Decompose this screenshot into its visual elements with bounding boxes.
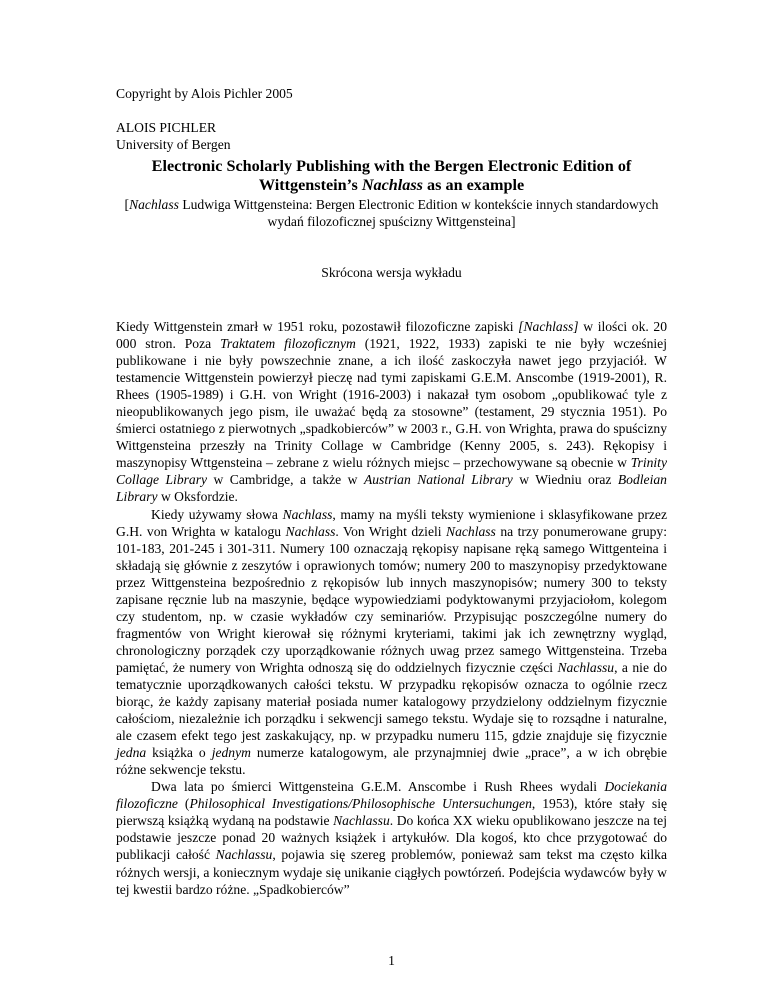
text-run: książka o	[146, 745, 212, 761]
italic-text-run: Bodleian Library	[116, 472, 667, 505]
document-header	[116, 85, 293, 153]
copyright-line: Copyright by Alois Pichler 2005	[116, 86, 293, 101]
text-run: w Wiedniu oraz	[512, 472, 618, 488]
page-number: 1	[388, 953, 395, 968]
italic-text-run: Nachlassu	[557, 659, 615, 675]
italic-text-run: Traktatem filozoficznym	[220, 336, 356, 352]
document-title	[116, 157, 667, 194]
text-run: , 1953), które stały się pierwszą książką wydaną na podstawie	[116, 796, 668, 829]
italic-text-run: Nachlass	[282, 506, 333, 522]
text-run: . Do końca XX wieku opublikowano jeszcze na tej podstawie jeszcze ponad 20 ważnych książek i artykułów. Dla kogoś, kto chce przygotować do publikacji całość	[116, 813, 667, 863]
text-run: , pojawia się szereg problemów, ponieważ sam tekst ma często kilka różnych wersji, a koniecznym wydaje się unikanie ciągłych powtórzeń. Podejścia wydawców były w tej kwestii bardzo różne. „Spadkobierców”	[116, 847, 667, 897]
italic-text-run: [Nachlass]	[518, 319, 579, 334]
text-run: na trzy ponumerowane grupy: 101-183, 201-245 i 301-311. Numery 100 oznaczają rękopisy napisane ręką samego Wittgenteina i składają się głównie z zeszytów i oprawionych tomów; numery 200 to maszynopisy przedyktowane przez Wittgensteina bezpośrednio z rękopisów lub innych maszynopisów; numery 300 to teksty zapisane ręcznie lub na maszynie, będące wypowiedziami podyktowanymi przyjaciołom, kolegom czy studentom, np. w czasie wykładów czy seminariów. Przypisując poszczególne numery do fragmentów von Wright kierował się różnymi kryteriami, takimi jak ich zewnętrzny wygląd, chronologiczny porządek czy uporządkowanie różnych uwag przez samego Wittgensteina. Trzeba pamiętać, że numery von Wrighta odnoszą się do oddzielnych fizycznie części	[116, 523, 667, 675]
author-affiliation: University of Bergen	[116, 137, 231, 152]
text-run: w Oksfordzie.	[157, 489, 238, 505]
italic-text-run: Dociekania filozoficzne	[116, 779, 667, 812]
italic-text-run: jednym	[211, 745, 251, 761]
italic-text-run: Nachlass	[446, 523, 496, 539]
text-run: Dwa lata po śmierci Wittgensteina G.E.M. Anscombe i Rush Rhees wydali	[151, 779, 605, 795]
italic-text-run: Trinity Collage Library	[116, 455, 667, 488]
italic-text-run: Austrian National Library	[363, 472, 513, 488]
italic-text-run: jedna	[116, 745, 147, 761]
lecture-note: Skrócona wersja wykładu	[321, 265, 462, 280]
subtitle-text: Ludwiga Wittgensteina: Bergen Electronic Edition w kontekście innych standardowych wydań filozoficznej spuścizny Wittgensteina]	[178, 197, 659, 229]
text-run: (1921, 1922, 1933) zapiski te nie były wcześniej publikowane i nie były powszechnie znane, a ich ilość zaskoczyła nawet jego przyjaciół. W testamencie Wittgenstein powierzył pieczę nad tymi zapiskami G.E.M. Anscombe (1919-2001), R. Rhees (1905-1989) i G.H. von Wright (1916-2003) i nakazał tym osobom „opublikować tyle z nieopublikowanych jego pism, ile uważać będą za stosowne” (testament, 29 stycznia 1951). Po śmierci ostatniego z pierwotnych „spadkobierców” w 2003 r., G.H. von Wrighta, prawa do spuścizny Wittgensteina przeszły na Trinity Collage w Cambridge (Kenny 2005, s. 243). Rękopisy i maszynopisy Wttgensteina – zebrane z wielu różnych miejsc – przechowywane są obecnie w	[116, 336, 667, 471]
italic-text-run: Philosophical Investigations/Philosophische Untersuchungen	[189, 796, 532, 812]
title-text-end: as an example	[422, 175, 525, 194]
document-subtitle	[116, 196, 667, 230]
text-run: Kiedy używamy słowa	[151, 506, 283, 522]
title-italic-text: Nachlass	[361, 175, 423, 194]
paragraph-2	[116, 506, 667, 779]
text-run: w Cambridge, a także w	[207, 472, 364, 488]
subtitle-bracket: [	[124, 197, 130, 212]
text-run: , mamy na myśli teksty wymienione i sklasyfikowane przez G.H. von Wrighta w katalogu	[116, 506, 667, 539]
text-run: . Von Wright dzieli	[335, 523, 446, 539]
text-run: , a nie do tematycznie uporządkowanych całości tekstu. W przypadku rękopisów oznacza to ogólnie rzecz biorąc, że każdy zapisany materiał posiada numer katalogowy przydzielony oddzielnym fizycznie całościom, niezależnie ich porządku i sekwencji samego tekstu. Wydaje się to rozsądne i naturalne, ale czasem efekt tego jest zaskakujący, np. w przypadku numeru 115, gdzie znajduje się fizycznie	[116, 659, 667, 744]
text-run: Kiedy Wittgenstein zmarł w 1951 roku, pozostawił filozoficzne zapiski	[116, 319, 519, 334]
italic-text-run: Nachlass	[285, 523, 336, 539]
title-text: Electronic Scholarly Publishing with the Bergen Electronic Edition of Wittgenstein’s	[151, 157, 632, 194]
text-run: w ilości ok. 20 000 stron. Poza	[116, 319, 667, 352]
paragraph-1	[116, 318, 667, 506]
italic-text-run: Nachlassu	[333, 813, 390, 829]
text-run: numerze katalogowym, ale przynajmniej dwie „prace”, a w ich obrębie różne sekwencje tekstu.	[116, 745, 667, 778]
author-name: ALOIS PICHLER	[116, 120, 217, 135]
text-run: (	[177, 796, 190, 812]
body-text	[116, 318, 667, 898]
subtitle-italic-text: Nachlass	[129, 197, 179, 212]
paragraph-3	[116, 778, 667, 897]
italic-text-run: Nachlassu	[215, 847, 273, 863]
